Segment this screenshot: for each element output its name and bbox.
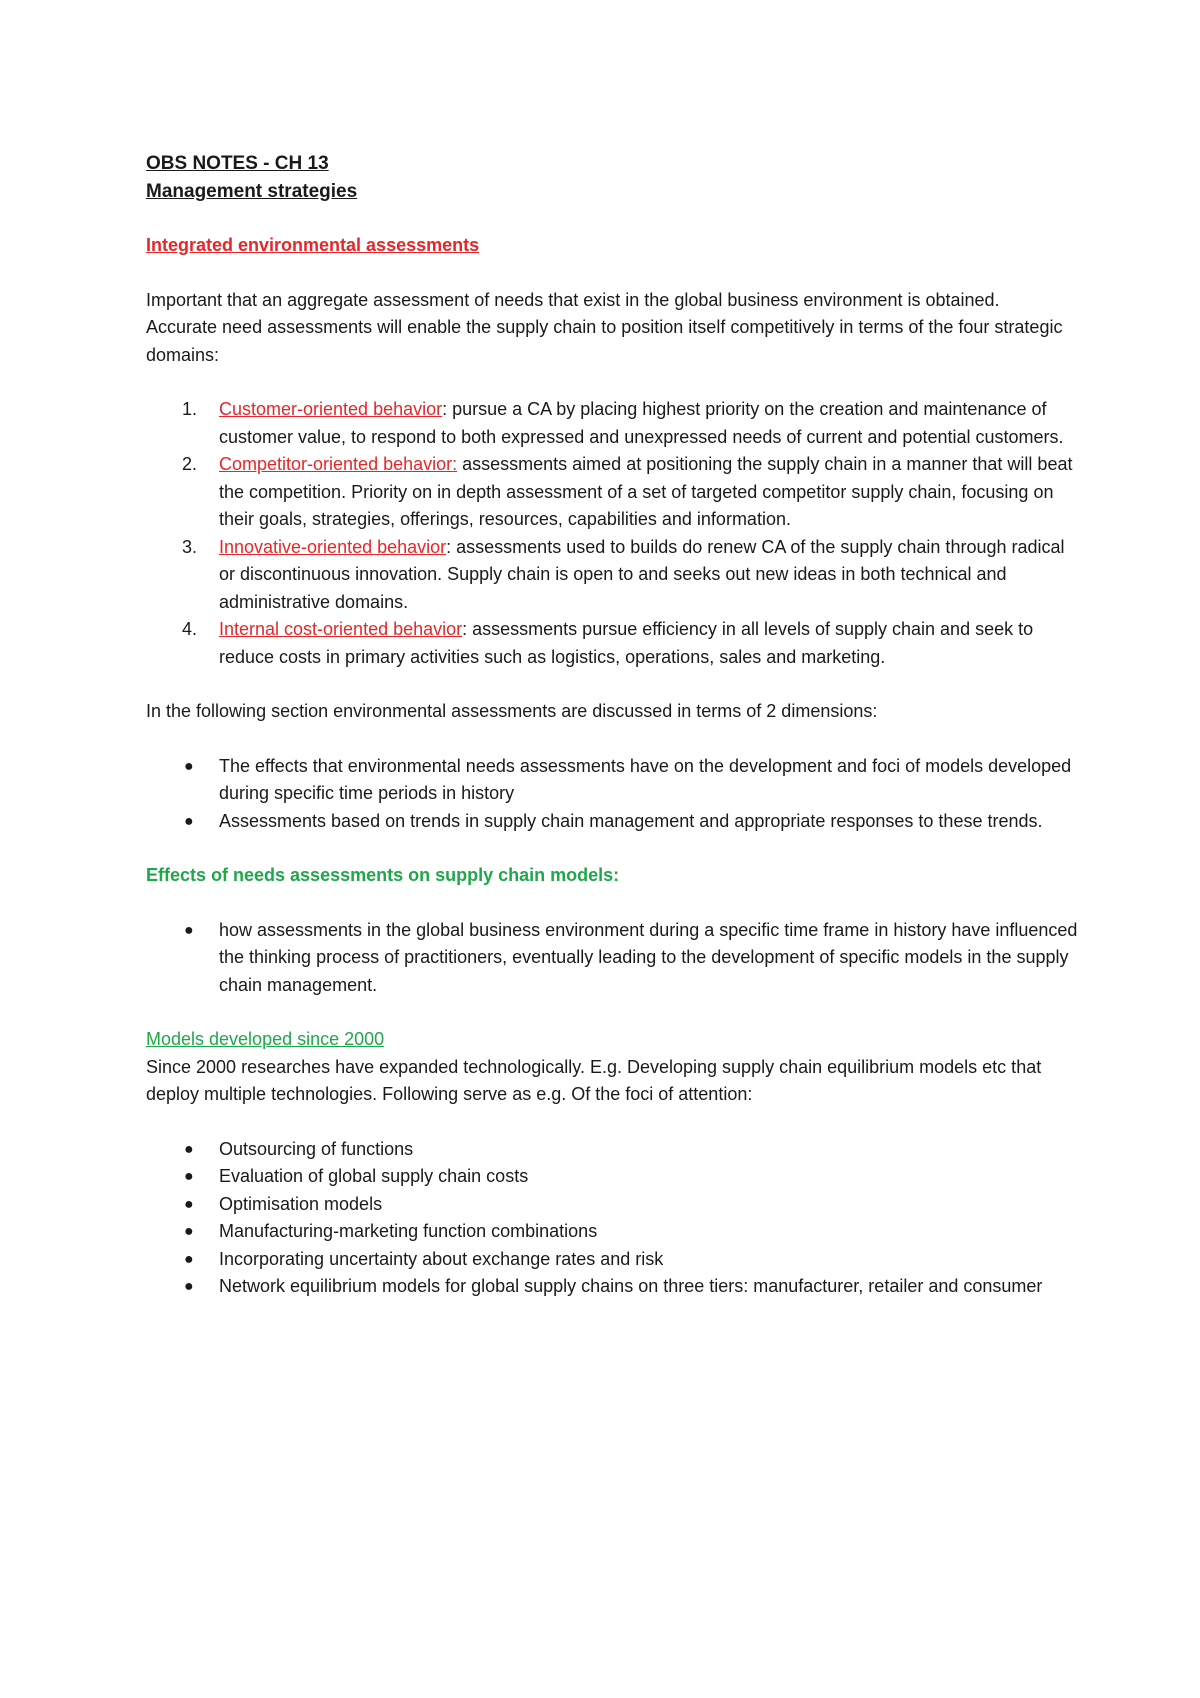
- list-item: [146, 451, 1080, 534]
- paragraph-aggregate-assessment: Important that an aggregate assessment of needs that exist in the global business environment is obtained.: [146, 289, 1000, 310]
- list-item: [146, 396, 1080, 451]
- list-item-text: Manufacturing-marketing function combinations: [219, 1221, 598, 1241]
- list-item: [146, 1191, 1080, 1219]
- list-item: [146, 808, 1080, 836]
- domain-term: Innovative-oriented behavior: [219, 536, 447, 557]
- list-item-text: Outsourcing of functions: [219, 1138, 414, 1159]
- list-item: [146, 534, 1080, 617]
- list-number: 1.: [182, 399, 198, 419]
- list-item: [146, 1136, 1080, 1164]
- list-item-text: Evaluation of global supply chain costs: [219, 1166, 529, 1186]
- section-heading-models-2000: Models developed since 2000: [146, 1029, 385, 1049]
- paragraph-accurate-assessments: Accurate need assessments will enable the supply chain to position itself competitively in terms of the four strategic domains:: [146, 317, 1063, 365]
- bullet-icon: ●: [184, 1195, 194, 1213]
- bullet-icon: ●: [184, 1223, 194, 1240]
- list-item: [146, 753, 1080, 808]
- paragraph-two-dimensions: In the following section environmental assessments are discussed in terms of 2 dimensions:: [146, 701, 878, 721]
- domain-term: Competitor-oriented behavior:: [219, 454, 458, 474]
- list-item-text: Optimisation models: [219, 1193, 383, 1214]
- document-title: OBS NOTES - CH 13: [146, 153, 329, 174]
- section-heading-integrated-assessments: Integrated environmental assessments: [146, 235, 480, 255]
- domain-description: : assessments used to builds do renew CA of the supply chain through radical or discontinuous innovation. Supply chain is open to and seeks out new ideas in both technical and administrative domains.: [219, 536, 1065, 612]
- list-item-text: Network equilibrium models for global supply chains on three tiers: manufacturer, retailer and consumer: [219, 1276, 1043, 1296]
- bullet-icon: ●: [184, 1140, 194, 1158]
- list-item-text: Incorporating uncertainty about exchange rates and risk: [219, 1248, 664, 1269]
- domain-description: assessments aimed at positioning the supply chain in a manner that will beat the competition. Priority on in depth assessment of a set of targeted competitor supply chain, focusing on their goals, strategies, offerings, resources, capabilities and information.: [219, 454, 1073, 529]
- list-item: [146, 917, 1080, 1000]
- strategic-domains-list: [146, 396, 1080, 671]
- list-item-text: Assessments based on trends in supply chain management and appropriate responses to these trends.: [219, 810, 1043, 831]
- list-item: [146, 616, 1080, 671]
- domain-description: : pursue a CA by placing highest priority on the creation and maintenance of customer value, to respond to both expressed and unexpressed needs of current and potential customers.: [219, 399, 1064, 447]
- bullet-icon: ●: [184, 1168, 194, 1185]
- foci-list: [146, 1136, 1080, 1301]
- list-item: [146, 1246, 1080, 1274]
- domain-term: Internal cost-oriented behavior: [219, 619, 463, 639]
- document-subtitle: Management strategies: [146, 180, 358, 202]
- bullet-icon: ●: [184, 1278, 194, 1295]
- list-number: 4.: [182, 619, 198, 639]
- bullet-icon: ●: [184, 921, 194, 939]
- list-item-text: The effects that environmental needs assessments have on the development and foci of models developed during specific time periods in history: [219, 755, 1072, 803]
- list-item: [146, 1218, 1080, 1246]
- list-number: 2.: [182, 454, 198, 474]
- section-heading-effects: Effects of needs assessments on supply chain models:: [146, 865, 620, 885]
- list-number: 3.: [182, 536, 198, 557]
- list-item-text: how assessments in the global business environment during a specific time frame in history have influenced the thinking process of practitioners, eventually leading to the development of specific models in the supply chain management.: [219, 919, 1078, 995]
- domain-term: Customer-oriented behavior: [219, 399, 443, 419]
- bullet-icon: ●: [184, 757, 194, 775]
- list-item: [146, 1273, 1080, 1301]
- domain-description: : assessments pursue efficiency in all levels of supply chain and seek to reduce costs in primary activities such as logistics, operations, sales and marketing.: [219, 619, 1034, 667]
- list-item: [146, 1163, 1080, 1191]
- bullet-icon: ●: [184, 1250, 194, 1268]
- dimensions-list: [146, 753, 1080, 836]
- bullet-icon: ●: [184, 812, 194, 830]
- effects-list: [146, 917, 1080, 1000]
- paragraph-since-2000: Since 2000 researches have expanded technologically. E.g. Developing supply chain equilibrium models etc that deploy multiple technologies. Following serve as e.g. Of the foci of attention:: [146, 1056, 1042, 1104]
